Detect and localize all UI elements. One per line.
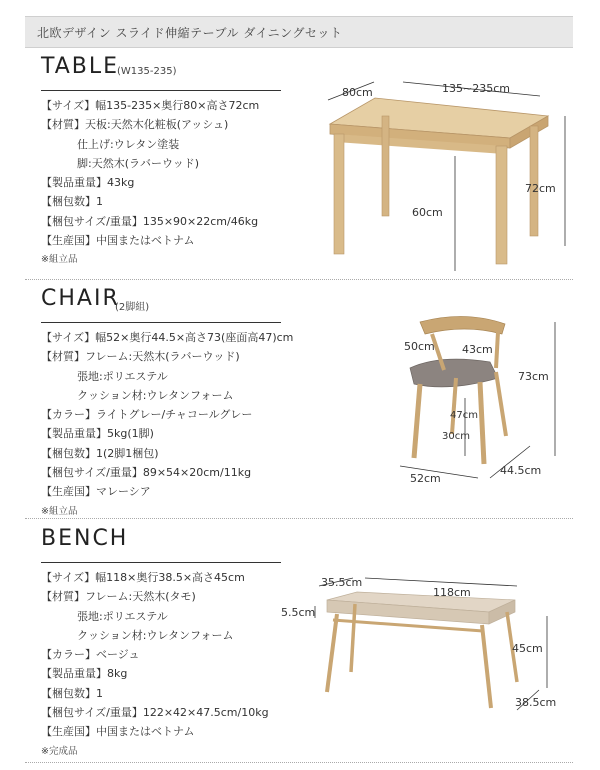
table-note: ※組立品 xyxy=(41,254,78,266)
section-divider xyxy=(25,518,573,519)
bench-note: ※完成品 xyxy=(41,745,78,757)
table-leg-front-right xyxy=(496,146,507,264)
table-title-row xyxy=(41,56,281,91)
chair-title-row xyxy=(41,288,281,323)
chair-backrest xyxy=(420,316,505,334)
bench-title-row xyxy=(41,528,281,563)
chair-title: CHAIR xyxy=(41,286,120,311)
bench-leg-front-right xyxy=(482,625,491,708)
table-subtitle: (W135-235) xyxy=(117,66,177,77)
chair-spec-line: 【梱包サイズ/重量】89×54×20cm/11kg xyxy=(41,466,252,480)
chair-spec-line: 【梱包数】1(2脚1梱包) xyxy=(41,446,159,460)
page-header xyxy=(25,16,573,48)
bench-spec-line: クッション材:ウレタンフォーム xyxy=(77,628,234,642)
table-spec-line: 仕上げ:ウレタン塗装 xyxy=(77,137,180,151)
bench-height-label: 45cm xyxy=(512,642,543,655)
chair-spec-line: 【カラー】ライトグレー/チャコールグレー xyxy=(41,408,253,422)
chair-leg-front-left xyxy=(414,384,420,458)
chair-seat-width-label: 50cm xyxy=(404,340,435,353)
chair-spec-line: クッション材:ウレタンフォーム xyxy=(77,388,234,402)
table-spec-line: 脚:天然木(ラバーウッド) xyxy=(77,156,200,170)
table-title: TABLE xyxy=(41,54,120,79)
table-leg-back-right xyxy=(530,126,538,236)
table-leg-height-label: 60cm xyxy=(412,206,443,219)
bench-spec-line: 【製品重量】8kg xyxy=(41,667,128,681)
table-section xyxy=(25,56,573,271)
chair-spec-line: 張地:ポリエステル xyxy=(77,369,168,383)
bench-illustration xyxy=(277,570,567,730)
bench-spec-line: 【梱包サイズ/重量】122×42×47.5cm/10kg xyxy=(41,706,269,720)
chair-section xyxy=(25,286,573,517)
chair-subtitle: (2脚組) xyxy=(115,302,150,313)
bench-spec-line: 【カラー】ベージュ xyxy=(41,648,140,662)
table-spec-line: 【製品重量】43kg xyxy=(41,176,135,190)
table-height-label: 72cm xyxy=(525,182,556,195)
chair-leg-label: 30cm xyxy=(442,431,470,442)
chair-spec-line: 【製品重量】5kg(1脚) xyxy=(41,427,154,441)
section-divider xyxy=(25,762,573,763)
bench-section xyxy=(25,528,573,758)
chair-leg-back-right xyxy=(496,372,506,436)
table-spec-line: 【梱包数】1 xyxy=(41,195,103,209)
chair-height-label: 73cm xyxy=(518,370,549,383)
chair-depth-label: 44.5cm xyxy=(500,464,542,477)
chair-spec-line: 【材質】フレーム:天然木(ラバーウッド) xyxy=(41,350,240,364)
bench-leg-back-left xyxy=(351,604,355,672)
table-specs xyxy=(41,96,259,270)
chair-spec-line: 【生産国】マレーシア xyxy=(41,485,151,499)
chair-back-support-right xyxy=(496,332,498,368)
bench-leg-front-left xyxy=(327,614,337,692)
bench-spec-line: 張地:ポリエステル xyxy=(77,609,168,623)
chair-width-label: 52cm xyxy=(410,472,441,485)
table-width-label: 135~235cm xyxy=(442,82,510,95)
table-spec-line: 【梱包サイズ/重量】135×90×22cm/46kg xyxy=(41,214,259,228)
bench-width-label: 118cm xyxy=(433,586,471,599)
chair-illustration xyxy=(370,306,570,486)
table-spec-line: 【材質】天板:天然木化粧板(アッシュ) xyxy=(41,118,229,132)
chair-leg-front-right xyxy=(480,382,484,464)
page-title: 北欧デザイン スライド伸縮テーブル ダイニングセット xyxy=(37,26,343,40)
bench-width-dim-line xyxy=(365,578,517,586)
bench-cushion-label: 5.5cm xyxy=(281,606,316,619)
bench-depth-label: 38.5cm xyxy=(515,696,557,709)
table-leg-front-left xyxy=(334,134,344,254)
table-leg-back-left xyxy=(382,116,389,216)
bench-specs xyxy=(41,568,269,761)
bench-title: BENCH xyxy=(41,526,129,551)
chair-note: ※組立品 xyxy=(41,505,78,517)
bench-spec-line: 【生産国】中国またはベトナム xyxy=(41,725,195,739)
table-spec-line: 【生産国】中国またはベトナム xyxy=(41,234,195,248)
chair-specs xyxy=(41,328,293,521)
chair-seat-depth-label: 43cm xyxy=(462,343,493,356)
table-spec-line: 【サイズ】幅135-235×奥行80×高さ72cm xyxy=(41,99,260,112)
bench-spec-line: 【梱包数】1 xyxy=(41,686,103,700)
chair-seat-height-label: 47cm xyxy=(450,410,478,421)
chair-spec-line: 【サイズ】幅52×奥行44.5×高さ73(座面高47)cm xyxy=(41,331,294,344)
table-depth-label: 80cm xyxy=(342,86,373,99)
bench-seat-depth-label: 35.5cm xyxy=(321,576,363,589)
section-divider xyxy=(25,279,573,280)
bench-spec-line: 【サイズ】幅118×奥行38.5×高さ45cm xyxy=(41,571,245,584)
table-illustration xyxy=(290,76,575,276)
bench-spec-line: 【材質】フレーム:天然木(タモ) xyxy=(41,590,196,604)
